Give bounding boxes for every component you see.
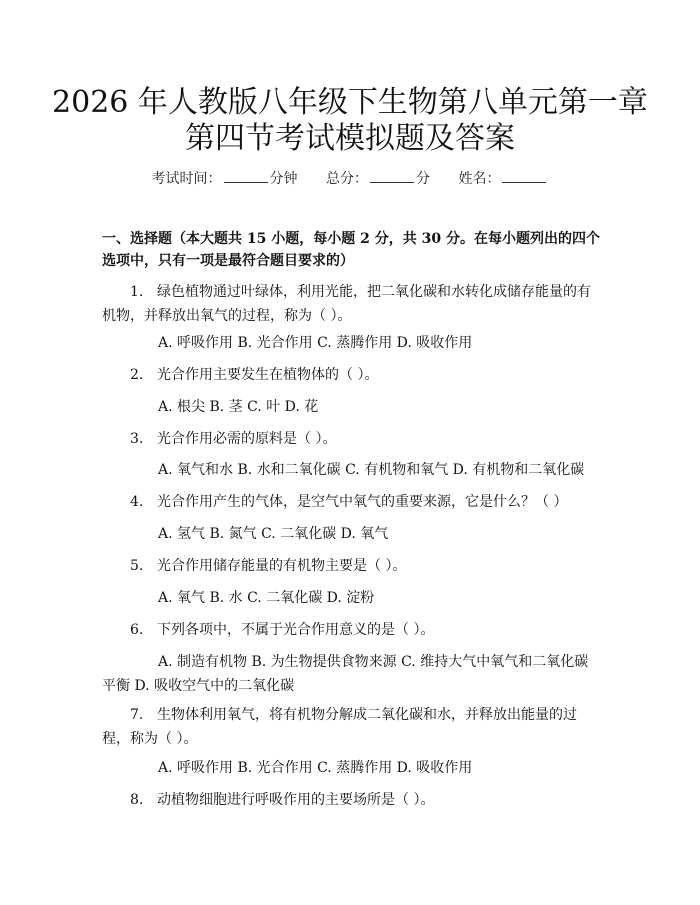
question-text: 光合作用必需的原料是（ ）。 bbox=[157, 431, 337, 447]
exam-name-label: 姓名： bbox=[458, 171, 501, 187]
question-5 bbox=[102, 554, 602, 578]
question-3 bbox=[102, 427, 602, 451]
exam-time-blank bbox=[224, 168, 268, 183]
question-1-options: A. 呼吸作用 B. 光合作用 C. 蒸腾作用 D. 吸收作用 bbox=[158, 335, 473, 351]
question-number: 6. bbox=[130, 622, 144, 638]
question-4 bbox=[102, 490, 602, 514]
section-title: 一、选择题（本大题共 15 小题，每小题 2 分，共 30 分。在每小题列出的四个选项中，只有一项是最符合题目要求的） bbox=[102, 231, 600, 269]
question-4-options: A. 氢气 B. 氮气 C. 二氧化碳 D. 氧气 bbox=[158, 526, 389, 542]
exam-info bbox=[0, 168, 700, 189]
question-5-options: A. 氧气 B. 水 C. 二氧化碳 D. 淀粉 bbox=[158, 590, 375, 606]
question-2 bbox=[102, 363, 602, 387]
question-6-options: A. 制造有机物 B. 为生物提供食物来源 C. 维持大气中氧气和二氧化碳平衡 D. 吸收空气中的二氧化碳 bbox=[102, 654, 589, 694]
question-text: 下列各项中，不属于光合作用意义的是（ ）。 bbox=[157, 622, 435, 638]
question-7 bbox=[102, 703, 602, 751]
question-6 bbox=[102, 618, 602, 642]
question-number: 3. bbox=[130, 431, 144, 447]
question-number: 5. bbox=[130, 558, 144, 574]
exam-score-blank bbox=[370, 168, 414, 183]
exam-time-label: 考试时间： bbox=[151, 171, 222, 187]
question-text: 生物体利用氧气，将有机物分解成二氧化碳和水，并释放出能量的过程，称为（ ）。 bbox=[102, 707, 577, 747]
question-text: 光合作用主要发生在植物体的（ ）。 bbox=[157, 367, 379, 383]
document-title-line-2: 第四节考试模拟题及答案 bbox=[185, 121, 515, 156]
question-number: 8. bbox=[130, 792, 144, 808]
question-text: 光合作用储存能量的有机物主要是（ ）。 bbox=[157, 558, 407, 574]
exam-time-unit: 分钟 bbox=[269, 171, 298, 187]
question-7-options: A. 呼吸作用 B. 光合作用 C. 蒸腾作用 D. 吸收作用 bbox=[158, 760, 473, 776]
exam-score-label: 总分： bbox=[326, 171, 368, 187]
question-1 bbox=[102, 280, 602, 328]
question-number: 4. bbox=[130, 494, 144, 510]
question-text: 光合作用产生的气体，是空气中氧气的重要来源，它是什么？（ ） bbox=[157, 494, 568, 510]
exam-score bbox=[326, 171, 430, 187]
document-title-line-1: 2026 年人教版八年级下生物第八单元第一章 bbox=[52, 85, 648, 120]
question-number: 2. bbox=[130, 367, 144, 383]
question-2-options: A. 根尖 B. 茎 C. 叶 D. 花 bbox=[158, 399, 319, 415]
exam-name bbox=[458, 171, 548, 187]
question-number: 7. bbox=[130, 707, 144, 723]
exam-time bbox=[152, 171, 298, 187]
question-8 bbox=[102, 788, 602, 812]
exam-score-unit: 分 bbox=[416, 171, 430, 187]
question-text: 动植物细胞进行呼吸作用的主要场所是（ ）。 bbox=[157, 792, 435, 808]
question-3-options: A. 氧气和水 B. 水和二氧化碳 C. 有机物和氧气 D. 有机物和二氧化碳 bbox=[158, 462, 585, 478]
exam-name-blank bbox=[502, 168, 546, 183]
question-number: 1. bbox=[130, 284, 144, 300]
question-text: 绿色植物通过叶绿体，利用光能，把二氧化碳和水转化成储存能量的有机物，并释放出氧气的过程，称为（ ）。 bbox=[102, 284, 591, 324]
